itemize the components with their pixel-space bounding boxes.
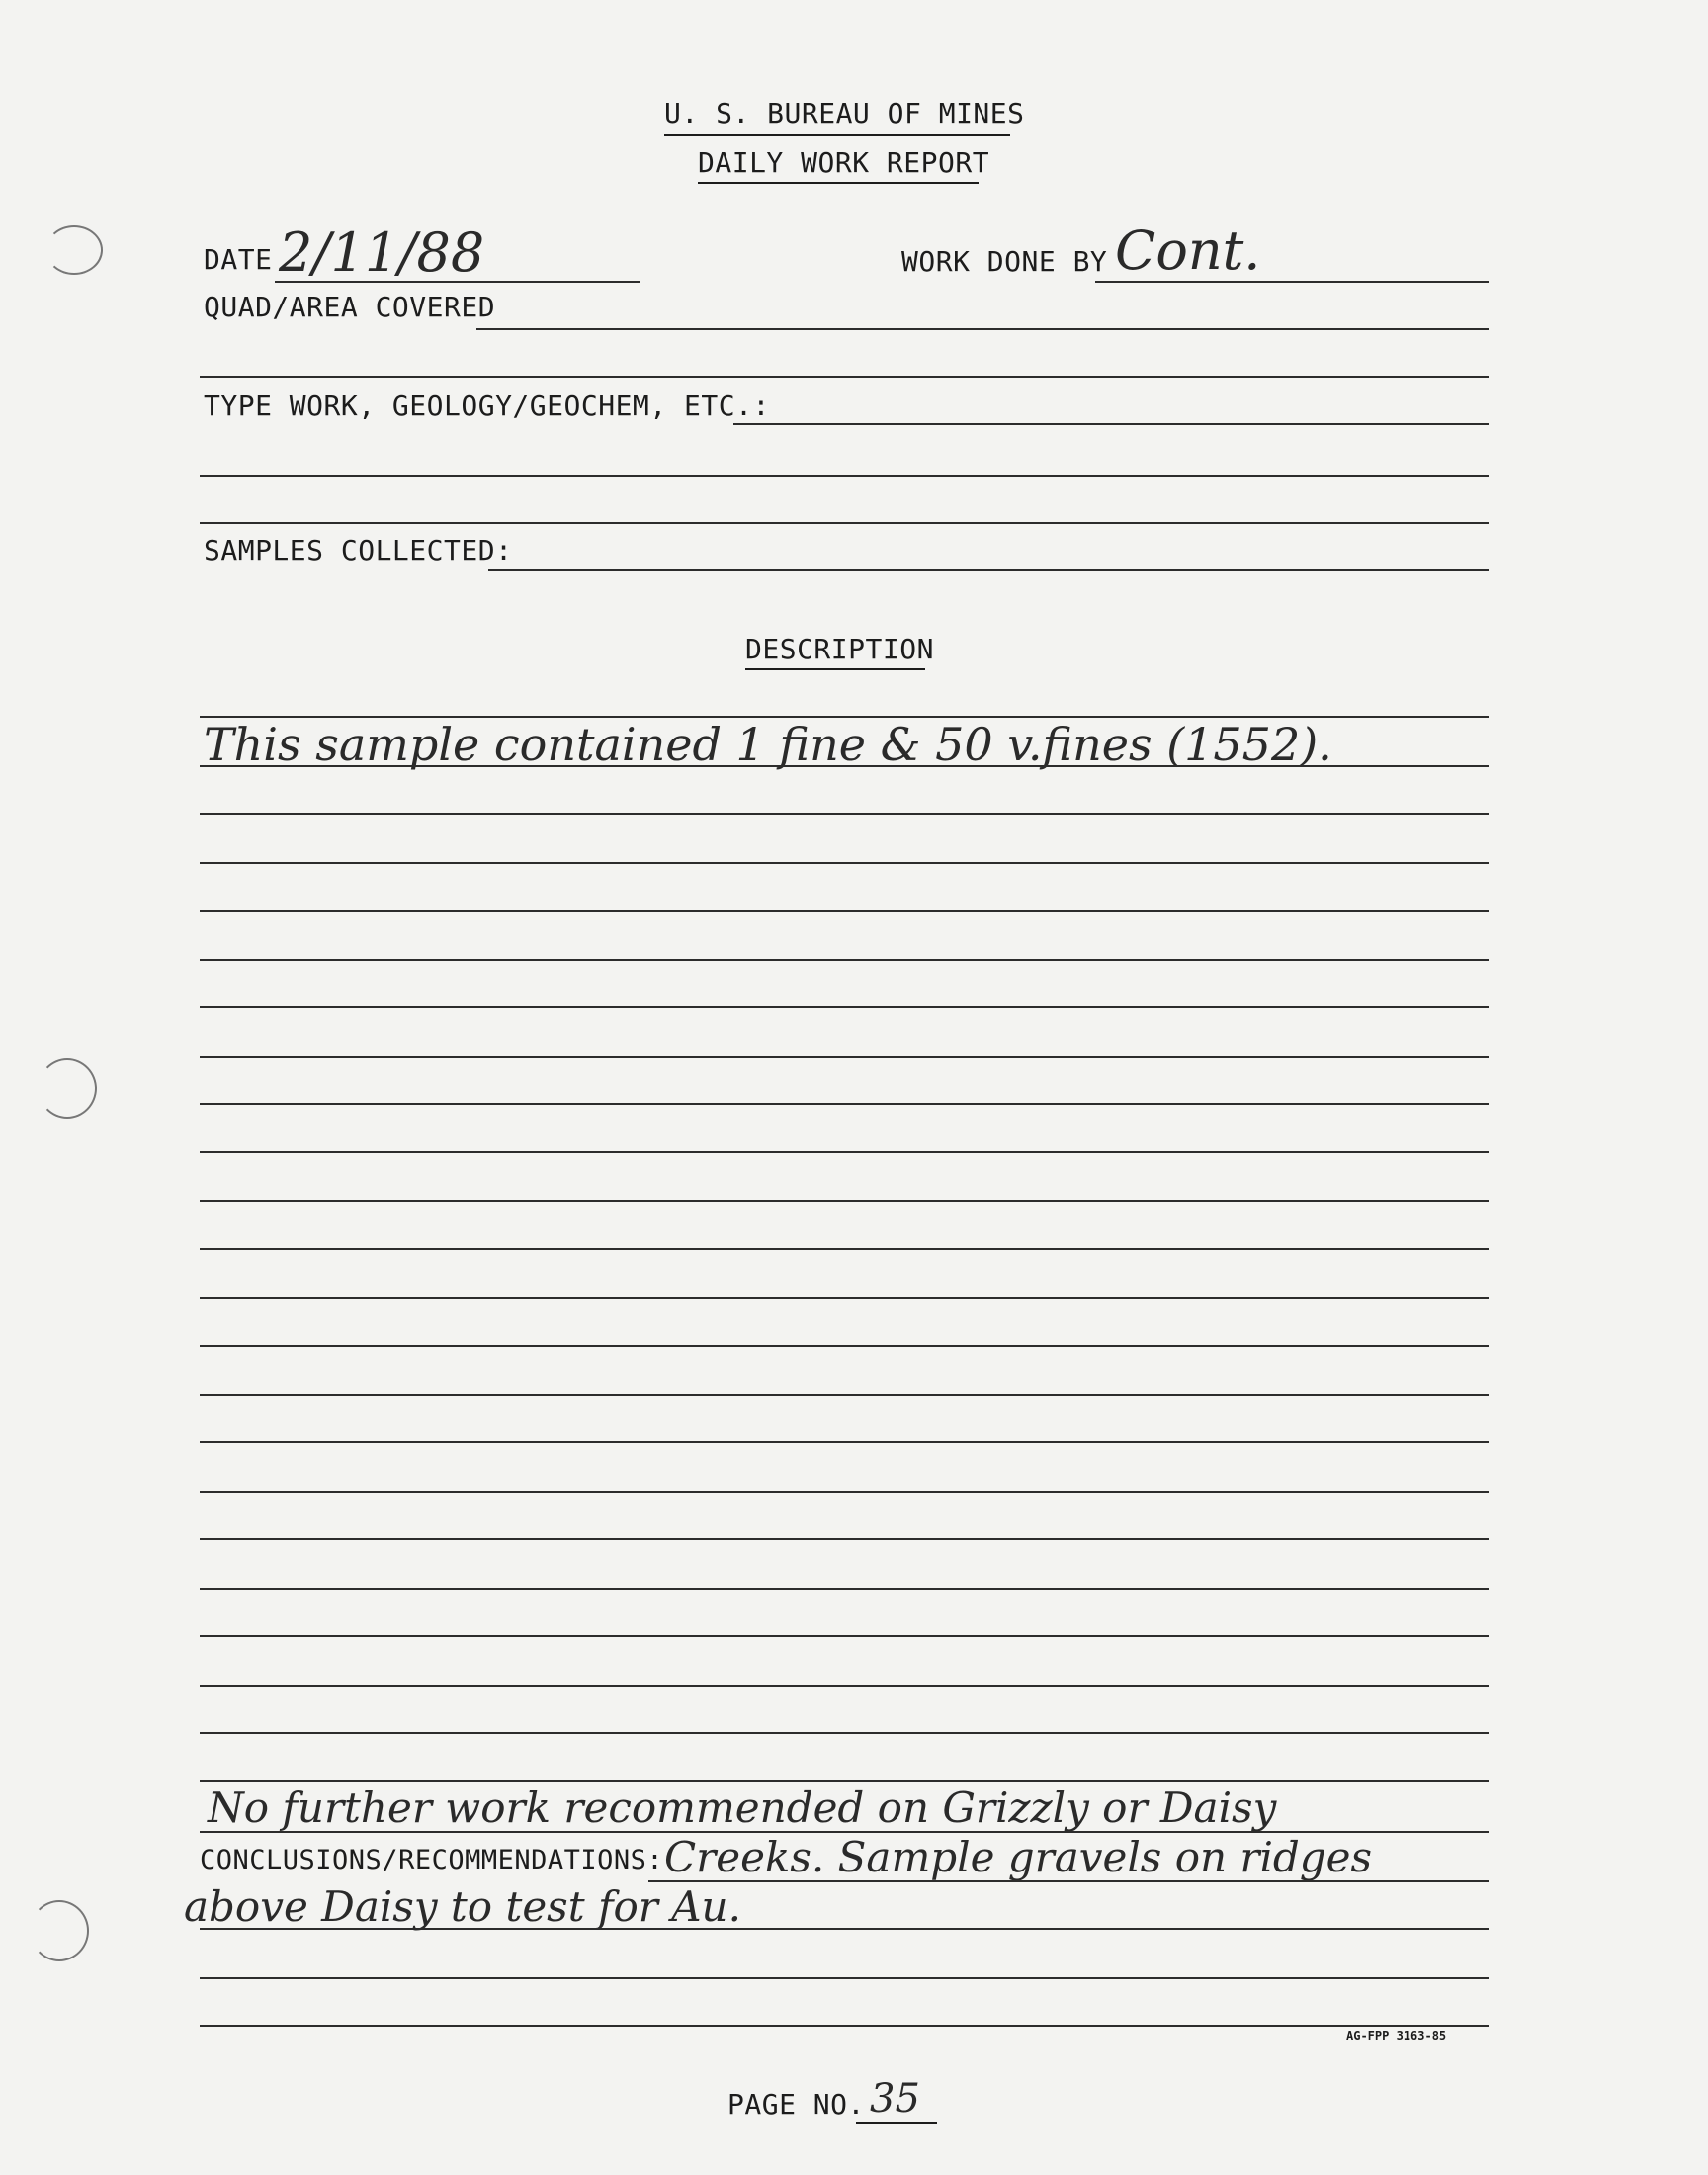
description-line (200, 1056, 1489, 1058)
description-line (200, 959, 1489, 961)
description-underline (745, 668, 925, 670)
description-line (200, 1200, 1489, 1202)
date-line (275, 281, 640, 283)
description-line (200, 1151, 1489, 1153)
description-line (200, 1732, 1489, 1734)
conclusions-line-2 (648, 1880, 1489, 1882)
description-line (200, 1248, 1489, 1250)
description-line (200, 1297, 1489, 1299)
description-line (200, 1685, 1489, 1687)
description-line (200, 1103, 1489, 1105)
type-work-label: TYPE WORK, GEOLOGY/GEOCHEM, ETC.: (204, 390, 770, 422)
report-title: DAILY WORK REPORT (698, 146, 990, 179)
type-work-line-3 (200, 522, 1489, 524)
date-label: DATE (204, 243, 273, 276)
description-line (200, 910, 1489, 912)
description-line (200, 1780, 1489, 1782)
type-work-line-1 (733, 423, 1489, 425)
conclusions-label: CONCLUSIONS/RECOMMENDATIONS: (200, 1845, 664, 1875)
work-done-by-line (1095, 281, 1489, 283)
conclusions-line-5 (200, 2025, 1489, 2027)
page-number-value: 35 (870, 2076, 920, 2122)
description-line (200, 765, 1489, 767)
description-line (200, 813, 1489, 815)
description-line (200, 1635, 1489, 1637)
description-line (200, 1538, 1489, 1540)
quad-area-line-1 (476, 328, 1489, 330)
binder-hole-middle (38, 1058, 97, 1119)
work-done-by-label: WORK DONE BY (901, 245, 1108, 278)
description-line (200, 1588, 1489, 1590)
description-line (200, 862, 1489, 864)
page-number-label: PAGE NO. (727, 2088, 865, 2121)
description-line (200, 1441, 1489, 1443)
samples-collected-line (488, 569, 1489, 571)
description-line (200, 1006, 1489, 1008)
conclusions-entry-3: above Daisy to test for Au. (184, 1882, 741, 1931)
quad-area-line-2 (200, 376, 1489, 378)
type-work-line-2 (200, 475, 1489, 477)
conclusions-line-3 (200, 1928, 1489, 1930)
date-value: 2/11/88 (279, 221, 485, 284)
description-entry-1: This sample contained 1 fine & 50 v.fines (1552). (204, 718, 1332, 771)
description-heading: DESCRIPTION (745, 633, 934, 665)
agency-underline (664, 134, 1010, 136)
quad-area-label: QUAD/AREA COVERED (204, 291, 496, 323)
description-line (200, 1394, 1489, 1396)
page-number-underline (856, 2122, 937, 2124)
binder-hole-top (45, 225, 103, 275)
conclusions-line-4 (200, 1977, 1489, 1979)
description-line (200, 1345, 1489, 1347)
title-underline (698, 182, 979, 184)
binder-hole-bottom (30, 1900, 89, 1961)
description-line (200, 1491, 1489, 1493)
agency-header: U. S. BUREAU OF MINES (664, 97, 1025, 130)
conclusions-entry-2: Creeks. Sample gravels on ridges (664, 1833, 1373, 1881)
work-done-by-value: Cont. (1115, 219, 1261, 282)
form-code: AG-FPP 3163-85 (1346, 2029, 1447, 2043)
conclusions-entry-1: No further work recommended on Grizzly or Daisy (208, 1784, 1277, 1832)
samples-collected-label: SAMPLES COLLECTED: (204, 534, 513, 566)
